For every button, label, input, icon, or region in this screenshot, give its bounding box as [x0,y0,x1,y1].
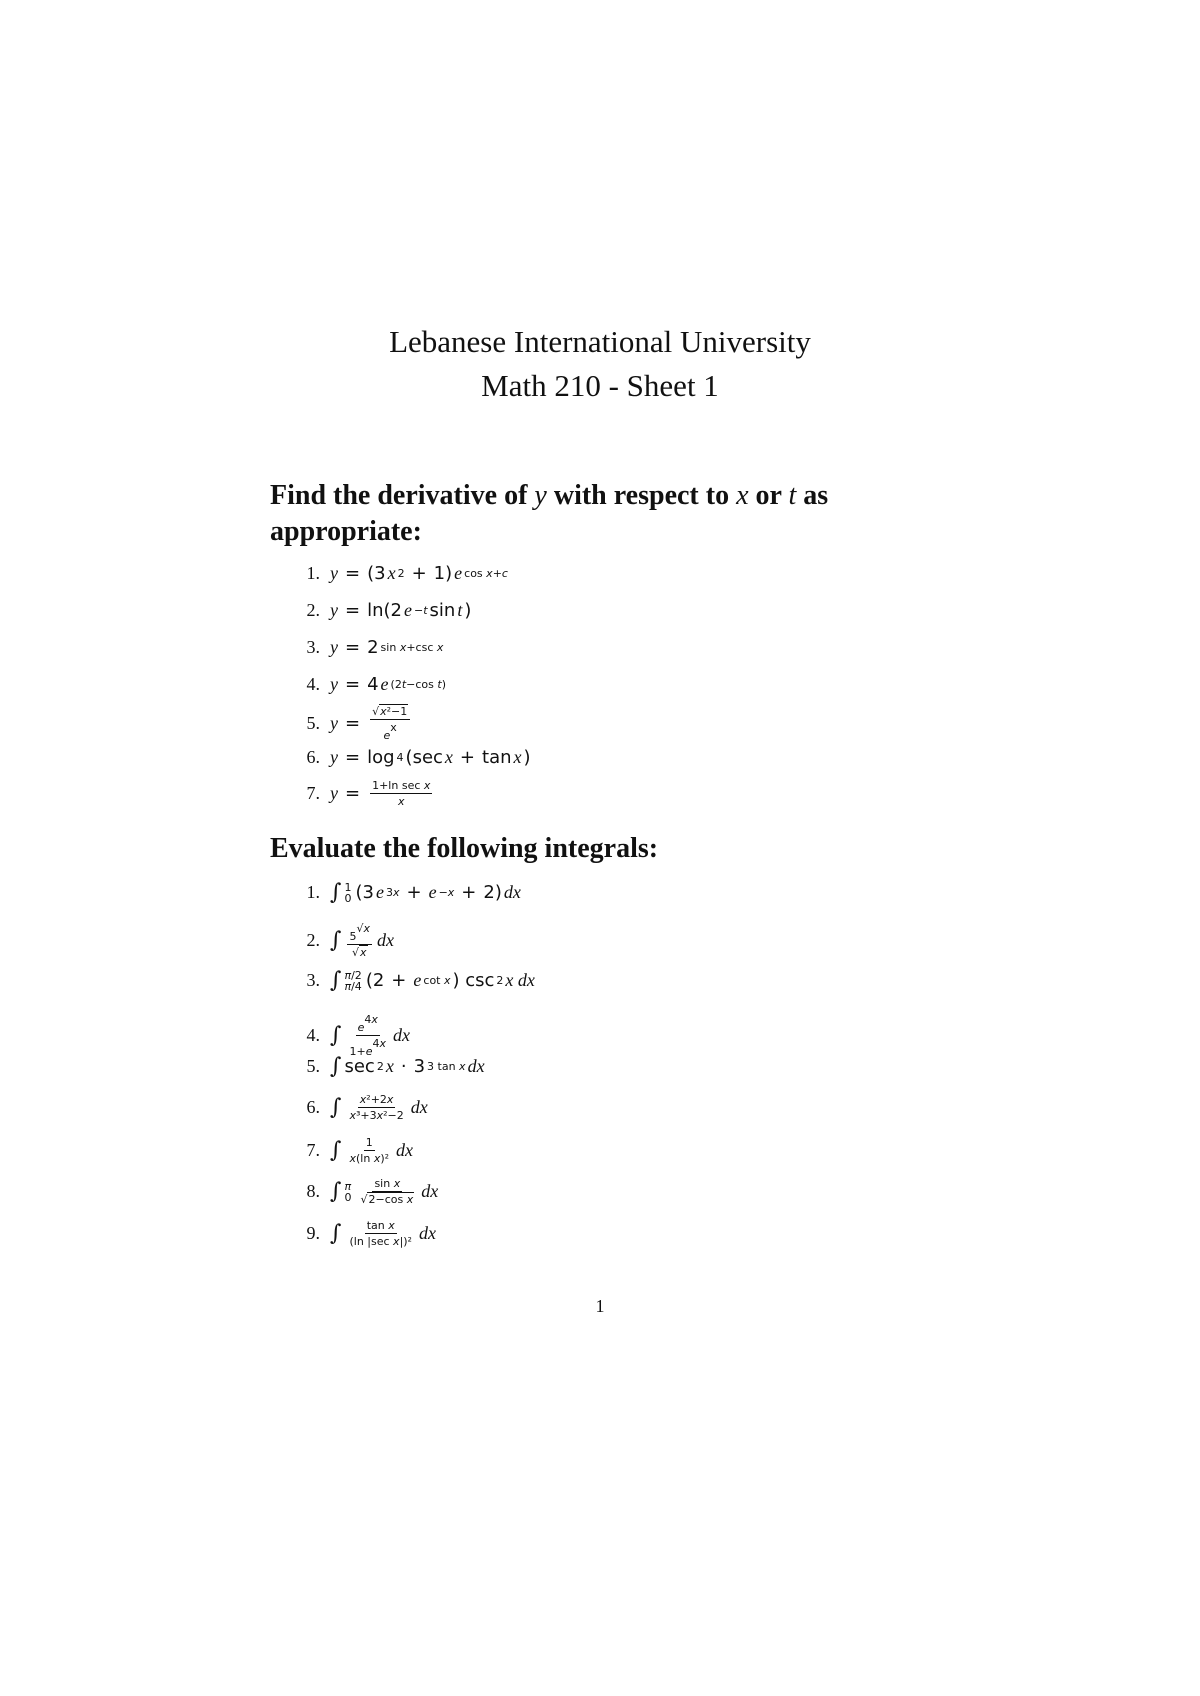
heading-text-4: as appropriate: [270,480,829,547]
math-expression: ∫ 1 0 (3 e 3x + e −x + 2) dx [330,880,521,905]
heading-var-y: y [534,480,547,511]
math-expression: ∫ sec 2 x · 3 3 tan x dx [330,1054,485,1079]
derivative-section-heading [270,478,970,550]
list-item [280,563,508,584]
list-item [280,880,521,905]
heading-text-1: Find the derivative of [270,480,528,511]
math-expression: ∫ $\frac{5^{√x}}{√x}$ dx [330,922,394,959]
math-expression: y = 4 e (2t−cos t) [330,674,447,695]
heading-text-2: with respect to [553,480,730,511]
list-item [280,1013,410,1058]
list-item [280,968,535,993]
item-number: 6. [306,747,320,767]
item-number: 6. [306,1097,320,1117]
heading-var-t: t [788,480,797,511]
item-number: 8. [306,1181,320,1201]
item-number: 3. [306,637,320,657]
item-number: 4. [306,674,320,694]
math-expression: ∫ $\frac{\text{tan x}}{\text{(ln |sec x|)²}}$ dx [330,1219,436,1248]
math-expression: ∫ $\frac{e^{4x}}{1+e^{4x}}$ dx [330,1013,410,1058]
math-expression: y = log 4 (sec x + tan x ) [330,747,531,768]
item-number: 4. [306,1025,320,1045]
item-number: 2. [306,930,320,950]
sheet-title: Math 210 - Sheet 1 [481,368,719,403]
list-item [280,922,394,959]
title-block [0,320,1200,408]
item-number: 7. [306,1140,320,1160]
item-number: 5. [306,713,320,733]
item-number: 5. [306,1056,320,1076]
list-item [280,705,413,742]
item-number: 1. [306,563,320,583]
math-expression: ∫ $\frac{1}{\text{x(ln x)²}}$ dx [330,1136,414,1165]
list-item [280,1136,413,1165]
heading-var-x: x [736,480,749,511]
math-expression: ∫ $\frac{\text{x²+2x}}{\text{x³+3x²−2}}$ dx [330,1093,428,1122]
item-number: 3. [306,970,320,990]
math-expression: ∫ π 0 $\frac{\text{sin x}}{\text{√2−cos x}}$ dx [330,1177,439,1206]
math-expression: y = 2 sin x+csc x [330,637,444,658]
list-item [280,637,443,658]
math-expression: y = $\frac{\text{√x²−1}}{e^x}$ [330,705,413,742]
math-expression: y = $\frac{\text{1+ln sec x}}{x}$ [330,779,431,808]
item-number: 9. [306,1223,320,1243]
heading-text-3: or [755,480,782,511]
math-expression: ∫ π/2 π/4 (2 + e cot x ) csc 2 x dx [330,968,535,993]
list-item [280,1177,438,1206]
university-title: Lebanese International University [389,324,811,359]
page-number: 1 [595,1296,605,1316]
list-item [280,1219,436,1248]
list-item [280,1093,428,1122]
integral-section-heading: Evaluate the following integrals: [270,833,659,864]
list-item [280,674,446,695]
item-number: 1. [306,882,320,902]
list-item [280,600,471,621]
list-item [280,779,435,808]
math-expression: y = (3 x 2 + 1) e cos x+c [330,563,508,584]
list-item [280,1054,485,1079]
list-item [280,747,531,768]
item-number: 2. [306,600,320,620]
item-number: 7. [306,783,320,803]
math-expression: y = ln(2 e −t sin t ) [330,600,472,621]
